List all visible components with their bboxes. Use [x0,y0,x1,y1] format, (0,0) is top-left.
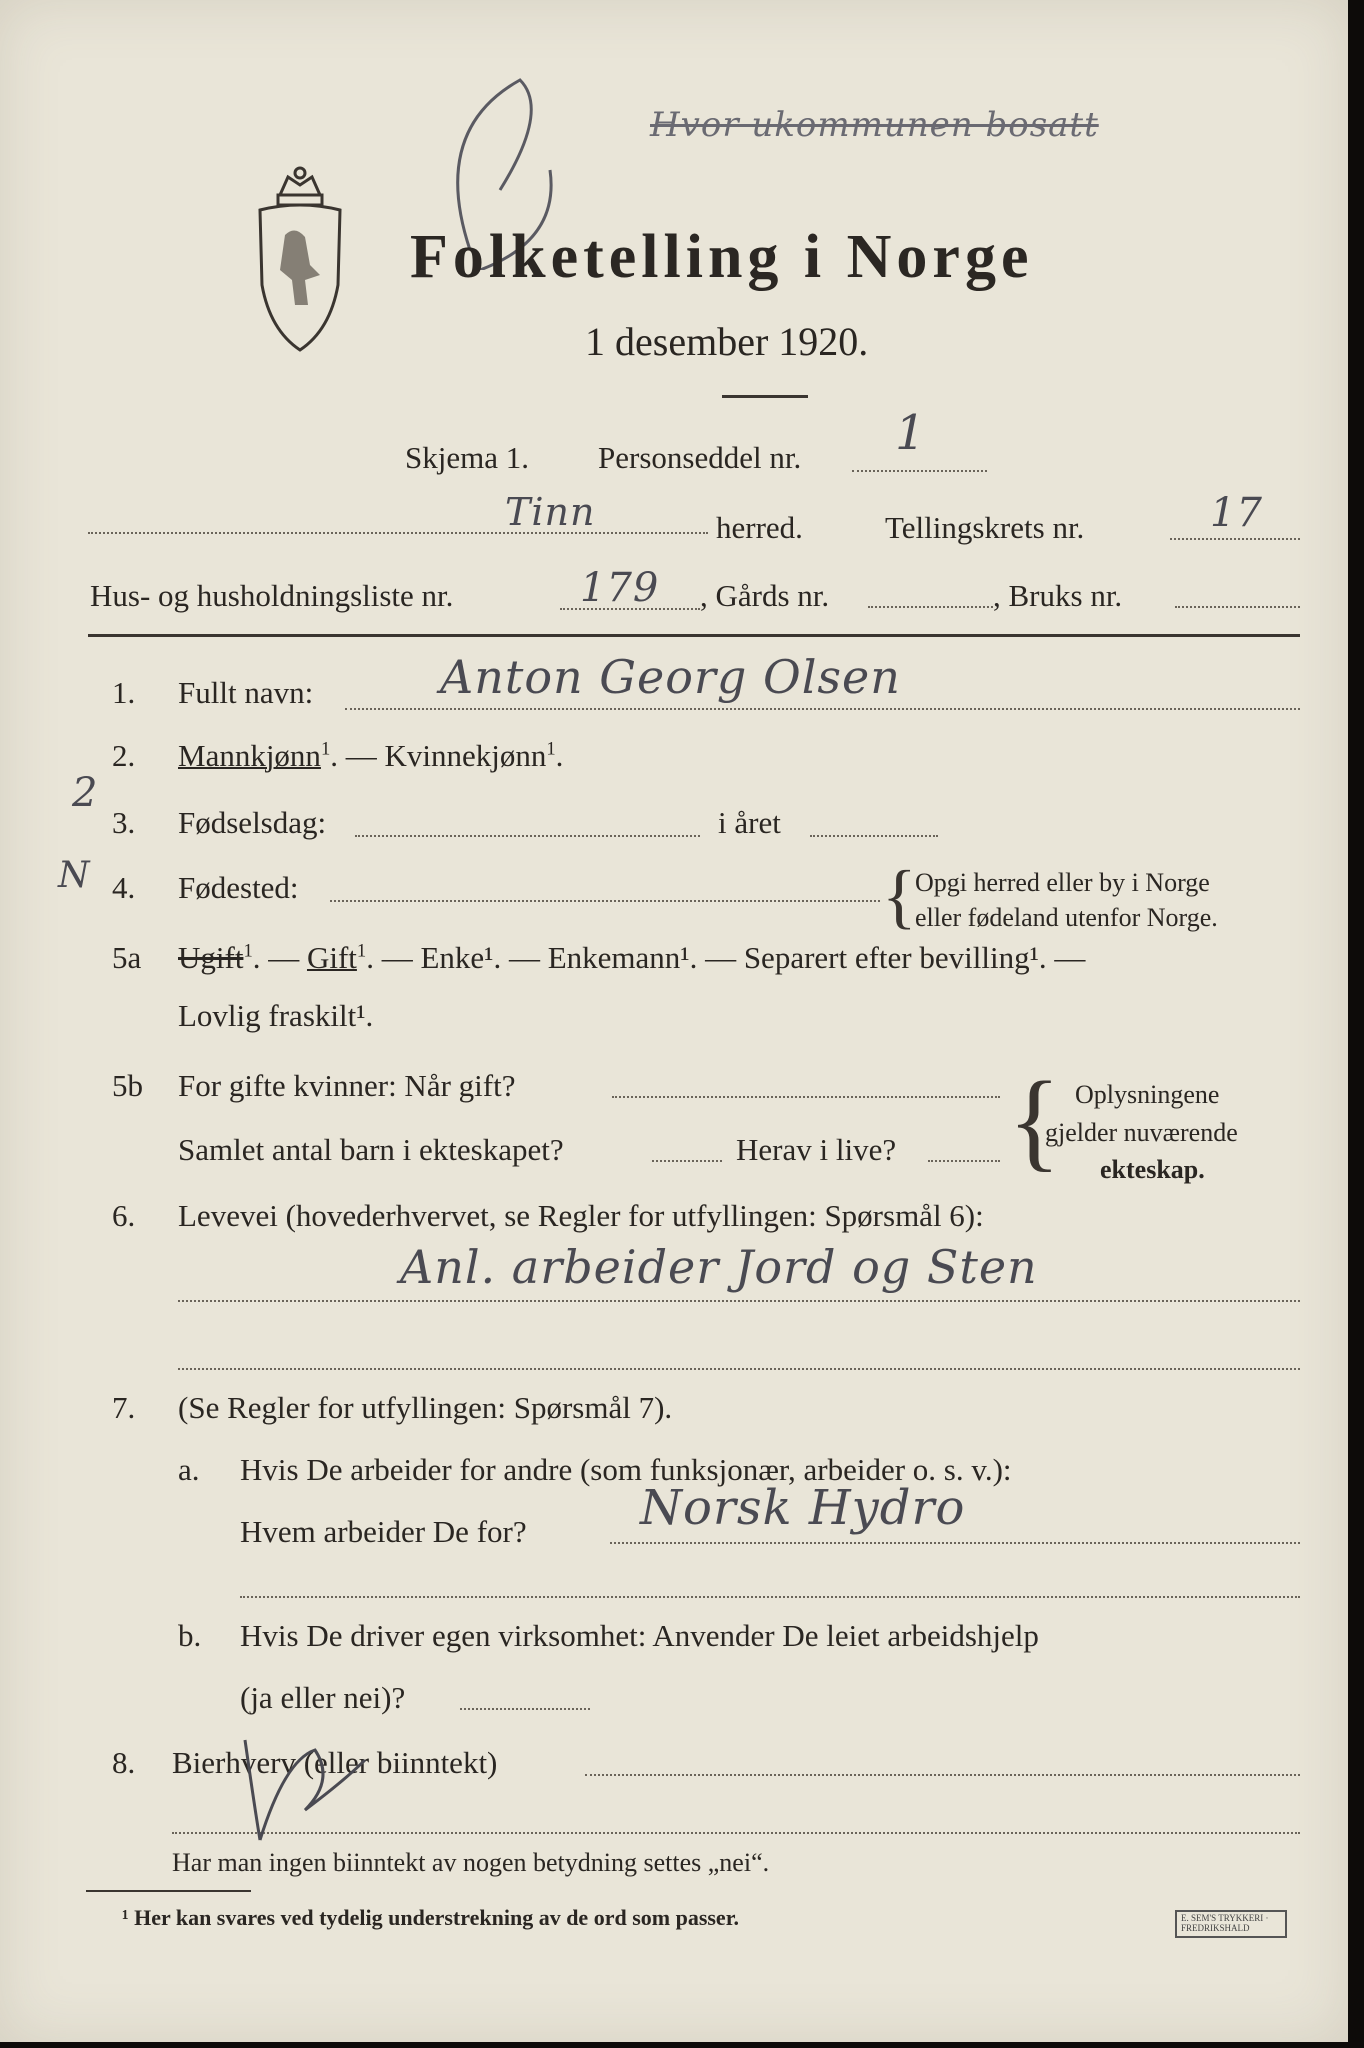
census-date: 1 desember 1920. [585,319,869,364]
tellingskrets-label: Tellingskrets nr. [885,510,1085,545]
title-divider [722,395,808,398]
q6-line2 [178,1368,1300,1370]
herred-label: herred. [716,510,803,545]
coat-of-arms-icon [250,155,350,355]
q5a-gift-option[interactable]: Gift [306,940,357,975]
q2-number: 2. [112,738,136,773]
gards-label: , Gårds nr. [700,578,830,613]
q5a-number: 5a [112,940,142,975]
q7a-line [610,1542,1300,1544]
q2-female-option[interactable]: Kvinnekjønn [384,738,547,773]
q4-label: Fødested: [178,870,299,905]
hus-value[interactable]: 179 [580,565,660,611]
q7b-text: Hvis De driver egen virksomhet: Anvender De leiet arbeidshjelp [240,1618,1039,1653]
q3-year-label: i året [718,805,781,840]
bruks-line [1175,606,1300,608]
footnote-divider [86,1890,251,1892]
q7a-line2 [240,1596,1300,1598]
q3-number: 3. [112,805,136,840]
q5b-line1 [612,1096,1000,1098]
q5b-brace: { [1008,1059,1061,1181]
schema-label: Skjema 1. [405,440,529,475]
personseddel-line [852,470,987,472]
q6-number: 6. [112,1198,136,1233]
note-text: Har man ingen biinntekt av nogen betydning settes „nei“. [172,1848,770,1877]
q2-male-option[interactable]: Mannkjønn [178,738,321,773]
crossed-out-note: Hvor ukommunen bosatt [650,105,1099,145]
q5b-label2: Samlet antal barn i ekteskapet? [178,1132,564,1167]
herred-line [88,532,708,534]
q7b-letter: b. [178,1618,202,1653]
q5b-note2: gjelder nuværende [1045,1118,1238,1147]
q7a-letter: a. [178,1452,200,1487]
q5b-number: 5b [112,1068,143,1103]
q5b-line2 [652,1160,722,1162]
q1-value[interactable]: Anton Georg Olsen [440,650,901,704]
q1-line [345,708,1300,710]
q5b-note1: Oplysningene [1075,1080,1220,1109]
q8-line [585,1774,1300,1776]
gards-line [868,606,993,608]
margin-mark-2: 2 [72,770,99,816]
margin-mark-n: N [58,855,91,896]
q5b-note3: ekteskap. [1100,1155,1205,1184]
personseddel-label: Personseddel nr. [598,440,802,475]
q2-options: Mannkjønn$^1$. — Kvinnekjønn$^1$. [178,738,564,773]
q8-number: 8. [112,1745,136,1780]
q8-label: Bierhverv (eller biinntekt) [172,1745,498,1780]
q3-line [355,835,700,837]
q7b-label: (ja eller nei)? [240,1680,406,1715]
q7a-value[interactable]: Norsk Hydro [640,1480,966,1536]
section-divider [88,634,1300,637]
q5b-label3: Herav i live? [736,1132,897,1167]
q4-note-line2: eller fødeland utenfor Norge. [915,903,1218,932]
q1-label: Fullt navn: [178,675,314,710]
q4-brace: { [882,856,917,936]
q7b-line [460,1708,590,1710]
tellingskrets-value[interactable]: 17 [1210,490,1263,536]
q5b-label1: For gifte kvinner: Når gift? [178,1068,516,1103]
q3-label: Fødselsdag: [178,805,327,840]
q7a-label: Hvem arbeider De for? [240,1514,527,1549]
q5a-line2: Lovlig fraskilt¹. [178,998,374,1033]
footnote-text: ¹ Her kan svares ved tydelig understrekning av de ord som passer. [122,1905,739,1930]
q7-number: 7. [112,1390,136,1425]
q4-number: 4. [112,870,136,905]
hus-label: Hus- og husholdningsliste nr. [90,578,454,613]
q6-value[interactable]: Anl. arbeider Jord og Sten [400,1240,1038,1294]
q7a-text: Hvis De arbeider for andre (som funksjonær, arbeider o. s. v.): [240,1452,1012,1487]
q5b-line3 [928,1160,1000,1162]
q5a-options: Ugift$^1$. — Gift$^1$. — Enke¹. — Enkemann¹. — Separert efter bevilling¹. — [178,940,1086,975]
q8-ink-mark [225,1720,375,1850]
q3-year-line [810,835,938,837]
q1-number: 1. [112,675,136,710]
tellingskrets-line [1170,538,1300,540]
personseddel-value[interactable]: 1 [895,405,927,461]
herred-value[interactable]: Tinn [505,490,596,534]
q4-line [330,900,880,902]
q7-label: (Se Regler for utfyllingen: Spørsmål 7). [178,1390,673,1425]
q5a-ugift-option[interactable]: Ugift [178,940,244,975]
bruks-label: , Bruks nr. [993,578,1123,613]
q4-note-line1: Opgi herred eller by i Norge [915,868,1210,897]
form-title: Folketelling i Norge [410,223,1034,291]
q6-label: Levevei (hovederhvervet, se Regler for utfyllingen: Spørsmål 6): [178,1198,984,1233]
q6-line1 [178,1300,1300,1302]
printer-stamp: E. SEM'S TRYKKERI · FREDRIKSHALD [1175,1910,1287,1938]
